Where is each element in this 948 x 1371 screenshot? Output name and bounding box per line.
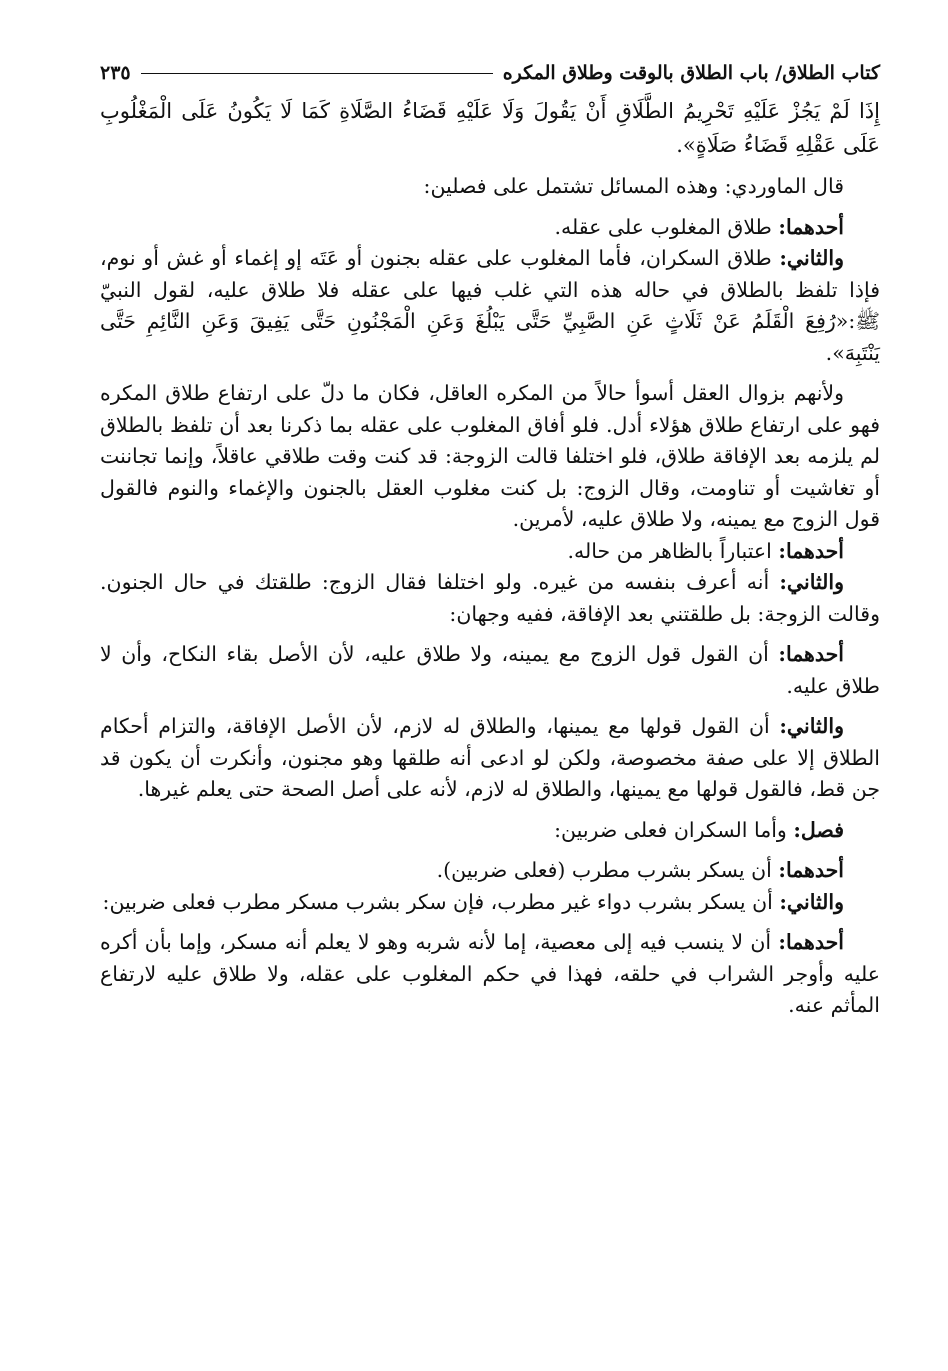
paragraph bbox=[100, 243, 880, 369]
paragraph bbox=[100, 378, 880, 536]
paragraph bbox=[100, 639, 880, 702]
paragraph-text: أن يسكر بشرب دواء غير مطرب، فإن سكر بشرب مسكر مطرب فعلى ضربين: bbox=[102, 889, 780, 914]
paragraph bbox=[100, 171, 880, 203]
paragraph-text: أنه أعرف بنفسه من غيره. ولو اختلفا فقال الزوج: طلقتك في حال الجنون. وقالت الزوجة: بل طلقتني بعد الإفاقة، ففيه وجهان: bbox=[100, 570, 880, 626]
paragraph bbox=[100, 212, 880, 244]
paragraph-label: أحدهما: bbox=[778, 214, 844, 239]
paragraph bbox=[100, 536, 880, 568]
paragraph-label: أحدهما: bbox=[778, 538, 844, 563]
document-page bbox=[100, 58, 880, 1022]
header-title: كتاب الطلاق/ باب الطلاق بالوقت وطلاق المكره bbox=[502, 62, 880, 84]
paragraph bbox=[100, 887, 880, 919]
paragraph-text: أن يسكر بشرب مطرب (فعلى ضربين). bbox=[436, 858, 779, 882]
paragraph bbox=[100, 855, 880, 887]
paragraph-label: والثاني: bbox=[779, 889, 844, 914]
paragraph-label: أحدهما: bbox=[778, 858, 844, 882]
paragraph-label: أحدهما: bbox=[778, 930, 844, 954]
opening-quote: إِذَا لَمْ يَجُزْ عَلَيْهِ تَحْرِيمُ الطَّلَاقِ أَنْ يَقُولَ وَلَا عَلَيْهِ قَضَاءُ الصَّلَاةِ كَمَا لَا يَكُونُ عَلَى الْمَغْلُوبِ عَلَى عَقْلِهِ قَضَاءُ صَلَاةٍ». bbox=[100, 99, 880, 157]
paragraph-label: والثاني: bbox=[779, 246, 844, 270]
paragraph-text: أن لا ينسب فيه إلى معصية، إما لأنه شربه وهو لا يعلم أنه مسكر، وإما بأن أكره عليه وأوجر الشراب في حلقه، فهذا في حكم المغلوب على عقله، ولا طلاق عليه لارتفاع المأثم عنه. bbox=[100, 930, 880, 1017]
paragraph-text: قال الماوردي: وهذه المسائل تشتمل على فصلين: bbox=[423, 174, 844, 198]
paragraph-text: أن القول قولها مع يمينها، والطلاق له لازم، لأن الأصل الإفاقة، والتزام أحكام الطلاق إلا على صفة مخصوصة، ولكن لو ادعى أنه طلقها وهو مجنون، وأنكرت أن يكون قد جن قط، فالقول قولها مع يمينها، والطلاق له لازم، لأنه على أصل الصحة حتى يعلم غيرها. bbox=[100, 714, 880, 801]
paragraph-text: اعتباراً بالظاهر من حاله. bbox=[567, 538, 779, 563]
paragraph bbox=[100, 711, 880, 806]
paragraph-text: وأما السكران فعلى ضربين: bbox=[554, 817, 794, 842]
paragraph-label: فصل: bbox=[793, 817, 844, 842]
paragraph-text: طلاق السكران، فأما المغلوب على عقله بجنون أو عَتَه إو إغماء أو غش أو نوم، فإذا تلفظ بالطلاق في حاله هذه التي غلب فيها على عقله فلا طلاق عليه، لقول النبيّ ﷺ:«رُفِعَ الْقَلَمُ عَنْ ثَلَاثٍ عَنِ الصَّبِيِّ حَتَّى يَبْلُغَ وَعَنِ الْمَجْنُونِ حَتَّى يَفِيقَ وَعَنِ النَّائِمِ حَتَّى يَنْتَبِهَ». bbox=[100, 246, 880, 365]
page-number: ٢٣٥ bbox=[100, 62, 131, 84]
paragraph-text: طلاق المغلوب على عقله. bbox=[554, 214, 779, 239]
paragraph bbox=[100, 567, 880, 630]
header-rule bbox=[141, 73, 493, 74]
running-header bbox=[100, 58, 880, 88]
paragraph-label: أحدهما: bbox=[778, 642, 844, 666]
paragraph-text: أن القول قول الزوج مع يمينه، ولا طلاق عليه، لأن الأصل بقاء النكاح، وأن لا طلاق عليه. bbox=[100, 642, 880, 698]
paragraph-label: والثاني: bbox=[779, 714, 844, 738]
paragraph bbox=[100, 815, 880, 847]
paragraph-text: ولأنهم بزوال العقل أسوأ حالاً من المكره العاقل، فكان ما دلّ على ارتفاع طلاق المكره فهو على ارتفاع طلاق هؤلاء أدل. فلو أفاق المغلوب على عقله بما ذكرنا بعد أن تلفظ بالطلاق لم يلزمه بعد الإفاقة طلاق، فلو اختلفا قالت الزوجة: قد كنت وقت طلاقي عاقلاً، وإنما تجاننت أو تغاشيت أو تناومت، وقال الزوج: بل كنت مغلوب العقل بالجنون والإغماء والنوم فالقول قول الزوج مع يمينه، ولا طلاق عليه، لأمرين. bbox=[100, 381, 880, 531]
paragraph-label: والثاني: bbox=[779, 570, 844, 594]
paragraph bbox=[100, 927, 880, 1022]
